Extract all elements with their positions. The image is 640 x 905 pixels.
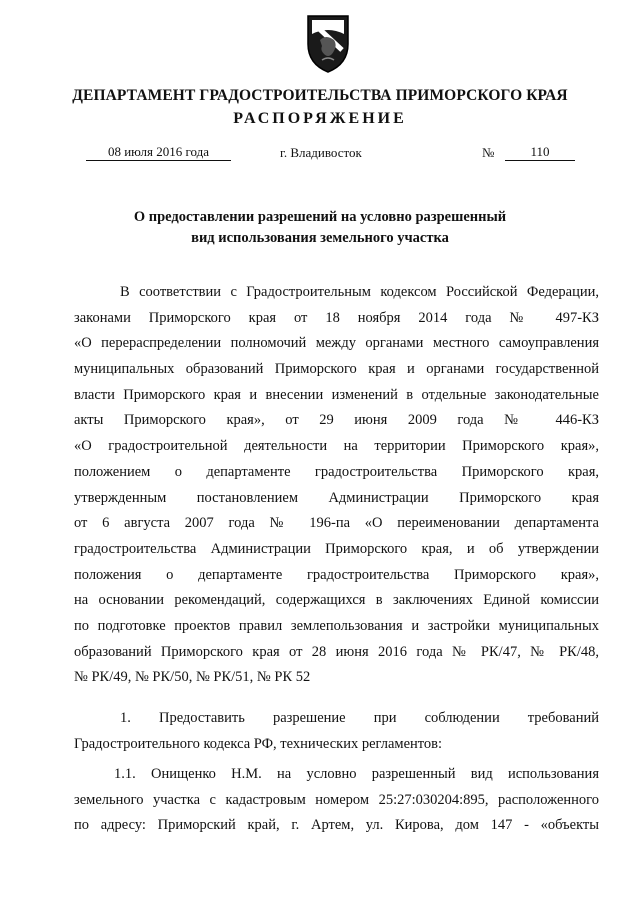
- number-sign: №: [482, 145, 495, 160]
- body-line: положением о департаменте градостроительства Приморского края,: [74, 463, 599, 480]
- primorsky-coat-of-arms-icon: [302, 10, 354, 76]
- body-line: по адресу: Приморский край, г. Артем, ул. Кирова, дом 147 - «объекты: [74, 817, 599, 834]
- body-line: на основании рекомендаций, содержащихся в заключениях Единой комиссии: [74, 592, 599, 609]
- body-line: утвержденным постановлением Администрации Приморского края: [74, 489, 599, 506]
- clause-1: [74, 706, 599, 757]
- body-line: положения о департаменте градостроительства Приморского края»,: [74, 566, 599, 583]
- document-subject: [60, 207, 580, 249]
- subject-line: О предоставлении разрешений на условно разрешенный: [133, 209, 507, 225]
- body-line: власти Приморского края и внесении изменений в отдельные законодательные: [74, 386, 599, 403]
- subject-line: вид использования земельного участка: [191, 230, 449, 246]
- document-city: г. Владивосток: [280, 145, 362, 160]
- body-line: № РК/49, № РК/50, № РК/51, № РК 52: [74, 669, 311, 686]
- body-line: «О перераспределении полномочий между органами местного самоуправления: [74, 335, 599, 352]
- body-line: градостроительства Администрации Приморского края, и об утверждении: [74, 540, 599, 557]
- body-line: 1.1. Онищенко Н.М. на условно разрешенный вид использования: [114, 766, 599, 782]
- body-line: по подготовке проектов правил землепользования и застройки муниципальных: [74, 617, 599, 634]
- body-line: от 6 августа 2007 года № 196-па «О переименовании департамента: [74, 515, 599, 532]
- body-line: В соответствии с Градостроительным кодексом Российской Федерации,: [120, 284, 599, 300]
- document-type: РАСПОРЯЖЕНИЕ: [233, 110, 407, 127]
- body-line: земельного участка с кадастровым номером 25:27:030204:895, расположенного: [74, 791, 599, 808]
- document-date: 08 июля 2016 года: [86, 145, 231, 161]
- body-line: законами Приморского края от 18 ноября 2014 года № 497-КЗ: [74, 309, 599, 326]
- clause-1-1: [74, 762, 599, 839]
- body-line: «О градостроительной деятельности на территории Приморского края»,: [74, 438, 599, 455]
- body-line: акты Приморского края», от 29 июня 2009 года № 446-КЗ: [74, 412, 599, 429]
- preamble-paragraph: [74, 280, 599, 691]
- body-line: образований Приморского края от 28 июня 2016 года № РК/47, № РК/48,: [74, 643, 599, 660]
- body-line: муниципальных образований Приморского края и органами государственной: [74, 361, 599, 378]
- body-line: 1. Предоставить разрешение при соблюдении требований: [120, 710, 599, 726]
- body-line: Градостроительного кодекса РФ, технических регламентов:: [74, 735, 443, 752]
- department-name: ДЕПАРТАМЕНТ ГРАДОСТРОИТЕЛЬСТВА ПРИМОРСКОГО КРАЯ: [72, 87, 568, 104]
- document-number: 110: [505, 145, 575, 161]
